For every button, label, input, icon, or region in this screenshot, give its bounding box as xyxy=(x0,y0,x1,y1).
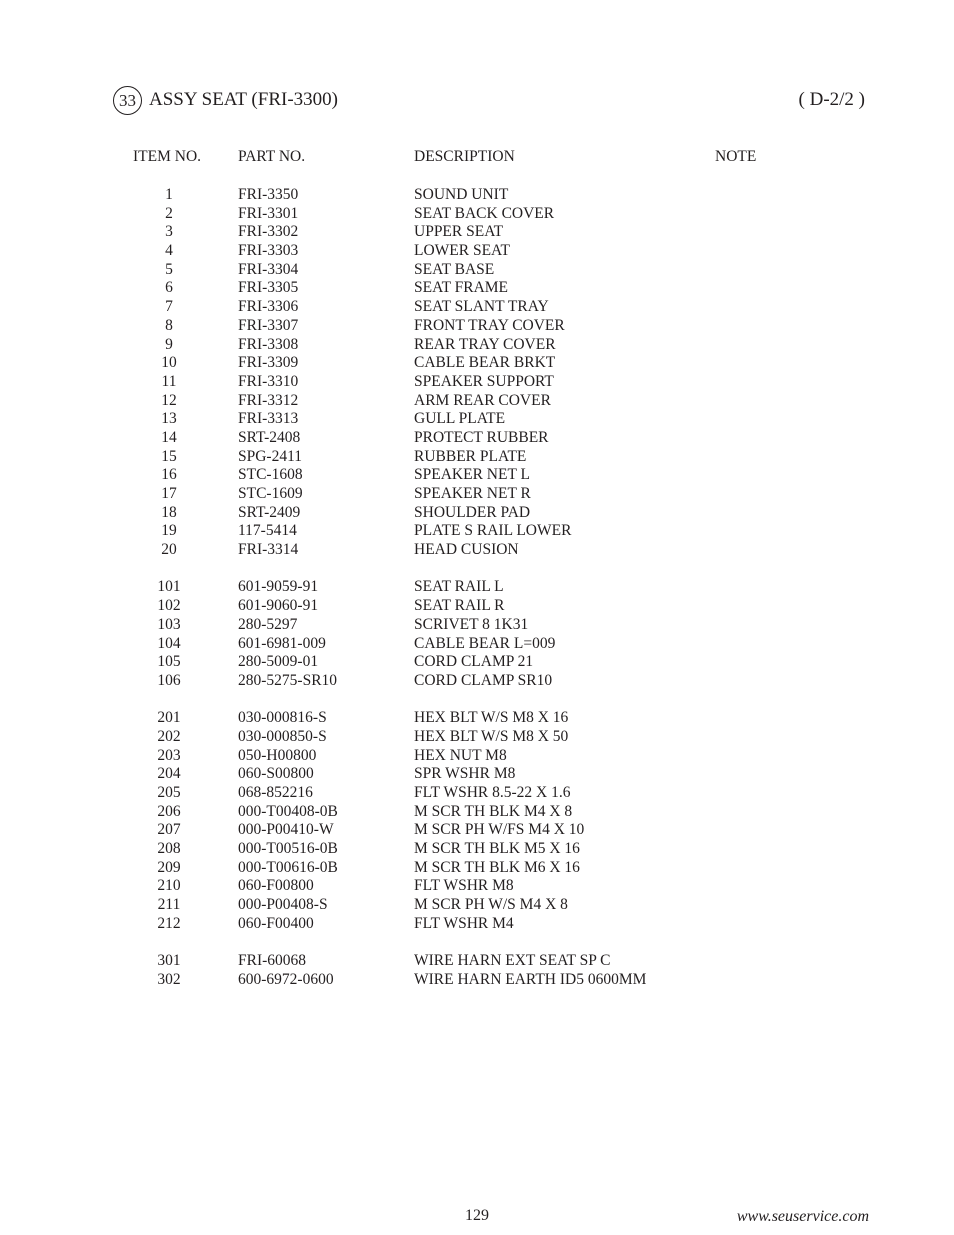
item-number: 20 xyxy=(161,541,177,559)
table-row xyxy=(0,223,954,242)
part-number: 601-9060-91 xyxy=(238,597,319,615)
part-description: M SCR TH BLK M4 X 8 xyxy=(414,802,573,820)
part-description: SEAT FRAME xyxy=(414,279,509,297)
table-row xyxy=(0,317,954,336)
part-description: FLT WSHR M8 xyxy=(414,877,514,895)
table-row xyxy=(0,877,954,896)
part-number: FRI-3307 xyxy=(238,316,299,334)
part-number: FRI-3309 xyxy=(238,354,299,372)
part-description: PLATE S RAIL LOWER xyxy=(414,522,572,540)
part-description: PROTECT RUBBER xyxy=(414,428,549,446)
part-number: FRI-3306 xyxy=(238,298,299,316)
part-number: 000-P00408-S xyxy=(238,896,328,914)
item-number: 301 xyxy=(157,952,181,970)
group-spacer xyxy=(0,691,954,710)
item-number: 1 xyxy=(165,186,173,203)
part-number: SRT-2408 xyxy=(238,428,301,446)
item-number: 106 xyxy=(157,671,181,689)
table-row xyxy=(0,448,954,467)
part-number: 060-F00800 xyxy=(238,877,314,895)
part-description: WIRE HARN EARTH ID5 0600MM xyxy=(414,970,647,988)
table-row xyxy=(0,541,954,560)
part-number: 601-9059-91 xyxy=(238,578,319,596)
part-number: SRT-2409 xyxy=(238,503,301,521)
part-description: ARM REAR COVER xyxy=(414,391,551,409)
part-description: HEAD CUSION xyxy=(414,541,519,559)
table-row xyxy=(0,971,954,990)
table-row xyxy=(0,653,954,672)
part-description: SPEAKER NET L xyxy=(414,466,530,484)
item-number: 7 xyxy=(165,298,173,316)
table-row xyxy=(0,597,954,616)
item-number: 14 xyxy=(161,428,177,446)
page-title: ASSY SEAT (FRI-3300) xyxy=(149,89,338,110)
part-description: LOWER SEAT xyxy=(414,242,511,260)
table-row xyxy=(0,336,954,355)
part-description: UPPER SEAT xyxy=(414,223,504,241)
part-description: HEX BLT W/S M8 X 16 xyxy=(414,709,569,727)
part-description: CORD CLAMP 21 xyxy=(414,653,534,671)
part-description: SHOULDER PAD xyxy=(414,503,531,521)
part-description: REAR TRAY COVER xyxy=(414,335,556,353)
column-header-part: PART NO. xyxy=(238,148,306,165)
part-number: 280-5009-01 xyxy=(238,653,319,671)
part-number: FRI-3308 xyxy=(238,335,299,353)
part-number: 030-000850-S xyxy=(238,727,327,745)
table-row xyxy=(0,952,954,971)
item-number: 5 xyxy=(165,260,173,278)
item-number: 103 xyxy=(157,615,181,633)
part-description: SEAT RAIL R xyxy=(414,597,505,615)
table-row xyxy=(0,896,954,915)
part-description: CABLE BEAR BRKT xyxy=(414,354,556,372)
part-description: M SCR PH W/FS M4 X 10 xyxy=(414,821,585,839)
part-number: FRI-3310 xyxy=(238,372,299,390)
part-description: WIRE HARN EXT SEAT SP C xyxy=(414,952,611,970)
table-row xyxy=(0,354,954,373)
item-number: 208 xyxy=(157,840,181,858)
part-description: M SCR PH W/S M4 X 8 xyxy=(414,896,568,914)
table-row xyxy=(0,915,954,934)
part-number: FRI-3313 xyxy=(238,410,299,428)
part-description: CORD CLAMP SR10 xyxy=(414,671,553,689)
table-row xyxy=(0,242,954,261)
item-number: 4 xyxy=(165,242,173,260)
part-number: FRI-3304 xyxy=(238,260,299,278)
part-number: 000-T00516-0B xyxy=(238,840,338,858)
part-description: FLT WSHR M4 xyxy=(414,914,514,932)
table-row xyxy=(0,578,954,597)
part-description: SEAT RAIL L xyxy=(414,578,504,596)
parts-list xyxy=(0,186,954,990)
table-row xyxy=(0,859,954,878)
item-number: 13 xyxy=(161,410,177,428)
part-number: 280-5297 xyxy=(238,615,298,633)
website-link[interactable]: www.seuservice.com xyxy=(736,1208,869,1225)
item-number: 206 xyxy=(157,802,181,820)
item-number: 203 xyxy=(157,746,181,764)
part-number: 000-T00616-0B xyxy=(238,858,338,876)
part-number: SPG-2411 xyxy=(238,447,303,465)
table-row xyxy=(0,635,954,654)
item-number: 12 xyxy=(161,391,177,409)
item-number: 205 xyxy=(157,784,181,801)
item-number: 201 xyxy=(157,709,181,727)
item-number: 210 xyxy=(157,877,181,895)
column-header-description: DESCRIPTION xyxy=(414,148,515,165)
part-description: RUBBER PLATE xyxy=(414,447,527,465)
table-row xyxy=(0,616,954,635)
part-description: SPEAKER SUPPORT xyxy=(414,372,554,390)
part-number: FRI-3302 xyxy=(238,223,299,241)
part-number: FRI-3314 xyxy=(238,541,299,559)
part-description: SPR WSHR M8 xyxy=(414,765,516,783)
item-number: 10 xyxy=(161,354,177,372)
item-number: 8 xyxy=(165,316,173,334)
item-number: 9 xyxy=(165,335,173,353)
part-number: 030-000816-S xyxy=(238,709,327,727)
table-row xyxy=(0,485,954,504)
table-row xyxy=(0,709,954,728)
part-number: 000-P00410-W xyxy=(238,821,334,839)
part-number: FRI-3305 xyxy=(238,279,299,297)
table-row xyxy=(0,466,954,485)
section-number-badge: 33 xyxy=(113,86,142,115)
item-number: 204 xyxy=(157,765,181,783)
table-row xyxy=(0,840,954,859)
item-number: 11 xyxy=(161,372,177,390)
item-number: 302 xyxy=(157,970,181,988)
part-number: 060-F00400 xyxy=(238,914,314,932)
table-row xyxy=(0,747,954,766)
part-number: 601-6981-009 xyxy=(238,634,326,652)
part-description: FLT WSHR 8.5-22 X 1.6 xyxy=(414,784,571,801)
table-row xyxy=(0,298,954,317)
part-number: 117-5414 xyxy=(238,522,297,540)
item-number: 16 xyxy=(161,466,177,484)
part-description: SOUND UNIT xyxy=(414,186,509,203)
part-description: FRONT TRAY COVER xyxy=(414,316,565,334)
table-row xyxy=(0,672,954,691)
item-number: 211 xyxy=(157,896,181,914)
part-description: GULL PLATE xyxy=(414,410,506,428)
part-number: STC-1609 xyxy=(238,485,303,502)
part-number: 000-T00408-0B xyxy=(238,802,338,820)
part-number: 280-5275-SR10 xyxy=(238,671,338,689)
item-number: 101 xyxy=(157,578,181,596)
part-description: M SCR TH BLK M5 X 16 xyxy=(414,840,580,858)
part-description: SEAT BACK COVER xyxy=(414,204,555,222)
item-number: 202 xyxy=(157,727,181,745)
table-row xyxy=(0,803,954,822)
item-number: 212 xyxy=(157,914,181,932)
item-number: 15 xyxy=(161,447,177,465)
part-number: 060-S00800 xyxy=(238,765,314,783)
column-header-note: NOTE xyxy=(715,148,757,165)
part-number: 068-852216 xyxy=(238,784,313,801)
column-header-item: ITEM NO. xyxy=(133,148,202,165)
item-number: 102 xyxy=(157,597,181,615)
table-row xyxy=(0,186,954,205)
part-description: SEAT SLANT TRAY xyxy=(414,298,549,316)
item-number: 209 xyxy=(157,858,181,876)
part-number: FRI-3301 xyxy=(238,204,299,222)
item-number: 104 xyxy=(157,634,181,652)
table-row xyxy=(0,410,954,429)
part-description: HEX NUT M8 xyxy=(414,746,507,764)
item-number: 2 xyxy=(165,204,173,222)
table-row xyxy=(0,765,954,784)
part-description: SEAT BASE xyxy=(414,260,495,278)
part-number: FRI-3312 xyxy=(238,391,299,409)
item-number: 19 xyxy=(161,522,177,540)
item-number: 18 xyxy=(161,503,177,521)
part-number: FRI-3350 xyxy=(238,186,299,203)
item-number: 6 xyxy=(165,279,173,297)
section-header xyxy=(113,86,869,116)
part-number: FRI-60068 xyxy=(238,952,307,970)
page-reference: ( D-2/2 ) xyxy=(798,89,865,110)
table-row xyxy=(0,279,954,298)
item-number: 105 xyxy=(157,653,181,671)
group-spacer xyxy=(0,934,954,953)
part-number: 600-6972-0600 xyxy=(238,970,334,988)
table-row xyxy=(0,205,954,224)
part-number: 050-H00800 xyxy=(238,746,317,764)
part-description: M SCR TH BLK M6 X 16 xyxy=(414,858,580,876)
part-description: SCRIVET 8 1K31 xyxy=(414,615,529,633)
part-number: STC-1608 xyxy=(238,466,303,484)
page-number: 129 xyxy=(465,1207,489,1224)
part-description: HEX BLT W/S M8 X 50 xyxy=(414,727,569,745)
table-row xyxy=(0,821,954,840)
table-row xyxy=(0,504,954,523)
table-row xyxy=(0,392,954,411)
table-row xyxy=(0,522,954,541)
table-row xyxy=(0,261,954,280)
part-description: CABLE BEAR L=009 xyxy=(414,634,556,652)
item-number: 17 xyxy=(161,485,177,502)
table-row xyxy=(0,373,954,392)
table-row xyxy=(0,429,954,448)
table-row xyxy=(0,784,954,803)
group-spacer xyxy=(0,560,954,579)
part-description: SPEAKER NET R xyxy=(414,485,531,502)
item-number: 3 xyxy=(165,223,173,241)
table-row xyxy=(0,728,954,747)
part-number: FRI-3303 xyxy=(238,242,299,260)
item-number: 207 xyxy=(157,821,181,839)
